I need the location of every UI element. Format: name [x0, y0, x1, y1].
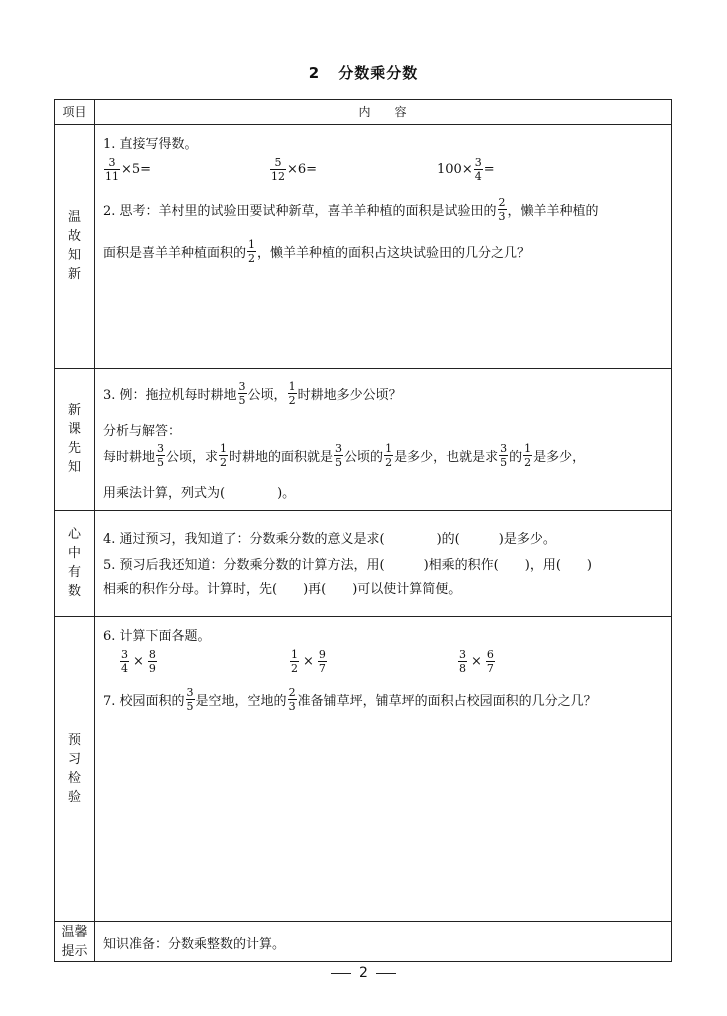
expression-6c: $\frac{3}{8}$ × $\frac{6}{7}$ [459, 648, 494, 675]
page-title [0, 62, 727, 83]
question-1: 1. 直接写得数。 [103, 137, 198, 152]
section-title: 分数乘分数 [338, 64, 419, 82]
section-xinke [103, 368, 667, 510]
analysis-line-1: 每时耕地 $\frac{3}{5}$ 公顷，求 $\frac{1}{2}$ 时耕地的面积就是 $\frac{3}{5}$ 公顷的 $\frac{1}{2}$ 是多少，也就是求 $\frac{3}{5}$ 的 $\frac{1}{2}$ 是多少， [103, 442, 586, 469]
section-number: 2 [308, 64, 321, 82]
question-3: 3. 例：拖拉机每时耕地 $\frac{3}{5}$ 公顷， $\frac{1}{2}$ 时耕地多少公顷？ [103, 380, 402, 407]
section-wenxin [103, 921, 667, 963]
analysis-label: 分析与解答： [103, 424, 182, 439]
section-xinzhong [103, 510, 667, 616]
question-5-line-2: 相乘的积作分母。计算时，先( )再( )可以使计算简便。 [103, 582, 462, 597]
header-content: 内 容 [358, 105, 407, 119]
section-label-xinke: 新课先知 [67, 403, 81, 475]
expression-6b: $\frac{1}{2}$ × $\frac{9}{7}$ [291, 648, 326, 675]
tip-text: 知识准备：分数乘整数的计算。 [103, 937, 286, 952]
expression-1c: 100× $\frac{3}{4}$ = [437, 156, 495, 183]
worksheet-table [54, 99, 672, 962]
footer-dash [331, 973, 351, 974]
section-label-wenxin: 温馨提示 [61, 925, 88, 959]
question-7: 7. 校园面积的 $\frac{3}{5}$ 是空地，空地的 $\frac{2}{3}$ 准备铺草坪，铺草坪的面积占校园面积的几分之几？ [103, 686, 597, 713]
expression-1a: $\frac{3}{11}$ ×5= [105, 156, 152, 183]
expression-1b: $\frac{5}{12}$ ×6= [271, 156, 318, 183]
section-yuxi [103, 616, 667, 921]
page-number: 2 [359, 965, 368, 981]
expression-6a: $\frac{3}{4}$ × $\frac{8}{9}$ [121, 648, 156, 675]
question-2-line-2: 面积是喜羊羊种植面积的 $\frac{1}{2}$ ，懒羊羊种植的面积占这块试验田的几分之几？ [103, 238, 531, 265]
section-label-wengu: 温故知新 [67, 210, 81, 282]
question-4: 4. 通过预习，我知道了：分数乘分数的意义是求( )的( )是多少。 [103, 532, 556, 547]
section-wengu [103, 124, 667, 368]
question-6: 6. 计算下面各题。 [103, 629, 211, 644]
footer-dash [376, 973, 396, 974]
header-item: 项目 [62, 105, 87, 119]
analysis-line-2: 用乘法计算，列式为( )。 [103, 486, 296, 501]
question-5-line-1: 5. 预习后我还知道：分数乘分数的计算方法，用( )相乘的积作( )，用( ) [103, 558, 592, 573]
section-label-yuxi: 预习检验 [67, 732, 81, 805]
column-divider [94, 100, 95, 961]
section-label-xinzhong: 心中有数 [67, 527, 81, 599]
page-footer [0, 965, 727, 981]
question-2-line-1: 2. 思考：羊村里的试验田要试种新草，喜羊羊种植的面积是试验田的 $\frac{2}{3}$ ，懒羊羊种植的 [103, 196, 599, 223]
